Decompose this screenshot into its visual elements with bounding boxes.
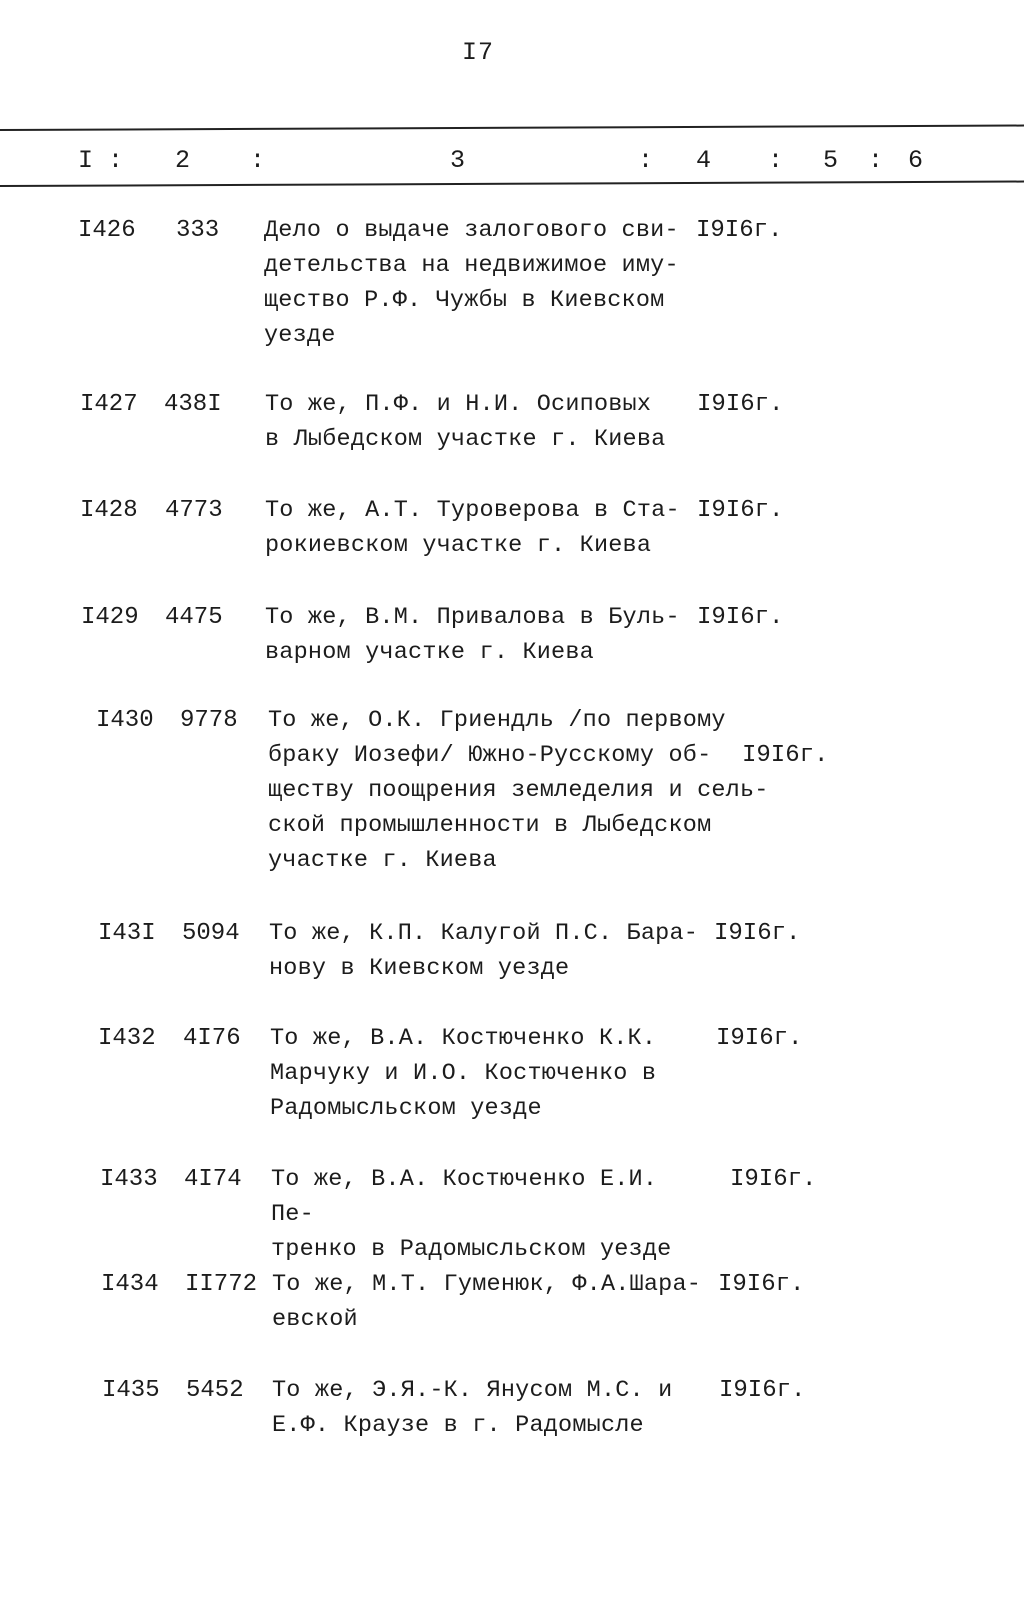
entry-year: I9I6г.: [697, 497, 784, 524]
column-header-row: [0, 146, 1024, 180]
entry-description: То же, В.А. Костюченко Е.И. Пе- тренко в Радомысльском уезде: [271, 1166, 672, 1263]
entry-description: То же, М.Т. Гуменюк, Ф.А.Шара- евской: [272, 1271, 702, 1333]
entry-description: То же, Э.Я.-К. Янусом М.С. и Е.Ф. Краузе в г. Радомысле: [272, 1377, 673, 1439]
entry-number: I430: [96, 707, 154, 734]
entry-year: I9I6г.: [697, 604, 784, 631]
column-separator: :: [768, 146, 784, 175]
header-bottom-rule: [0, 181, 1024, 187]
entry-description: То же, О.К. Гриендль /по первому браку Иозефи/ Южно-Русскому об- ществу поощрения земледелия и сель- ской промышленности в Лыбедском участке г. Киева: [268, 707, 769, 874]
entry-code: 9778: [180, 707, 238, 734]
column-header-1: I :: [78, 146, 124, 175]
entry-description: То же, В.М. Привалова в Буль- варном участке г. Киева: [265, 604, 680, 666]
entry-number: I426: [78, 217, 136, 244]
entry-number: I433: [100, 1166, 158, 1193]
entry-code: 4I76: [183, 1025, 241, 1052]
entry-code: 5452: [186, 1377, 244, 1404]
column-header-5: 5: [823, 146, 839, 175]
entry-code: 5094: [182, 920, 240, 947]
entry-description: То же, К.П. Калугой П.С. Бара- нову в Киевском уезде: [269, 920, 699, 982]
entry-code: 4I74: [184, 1166, 242, 1193]
entry-year: I9I6г.: [719, 1377, 806, 1404]
entry-description: То же, В.А. Костюченко К.К. Марчуку и И.О. Костюченко в Радомысльском уезде: [270, 1025, 657, 1122]
entry-year: I9I6г.: [716, 1025, 803, 1052]
entry-code: II772: [185, 1271, 258, 1298]
column-separator: :: [868, 146, 884, 175]
header-top-rule: [0, 125, 1024, 131]
entry-code: 438I: [164, 391, 222, 418]
page-number: I7: [462, 38, 495, 67]
entry-number: I429: [81, 604, 139, 631]
entry-year: I9I6г.: [730, 1166, 817, 1193]
entry-number: I435: [102, 1377, 160, 1404]
entry-description: Дело о выдаче залогового сви- детельства на недвижимое иму- щество Р.Ф. Чужбы в Киевском уезде: [264, 217, 679, 349]
entry-number: I43I: [98, 920, 156, 947]
entry-code: 4475: [165, 604, 223, 631]
entry-year: I9I6г.: [696, 217, 783, 244]
entry-year: I9I6г.: [714, 920, 801, 947]
entry-number: I434: [101, 1271, 159, 1298]
entry-year: I9I6г.: [742, 742, 829, 769]
entry-year: I9I6г.: [718, 1271, 805, 1298]
column-separator: :: [250, 146, 266, 175]
column-separator: :: [638, 146, 654, 175]
entry-code: 333: [176, 217, 220, 244]
column-header-4: 4: [696, 146, 712, 175]
entry-number: I427: [80, 391, 138, 418]
column-header-3: 3: [450, 146, 466, 175]
entry-number: I432: [98, 1025, 156, 1052]
entry-number: I428: [80, 497, 138, 524]
column-header-6: 6: [908, 146, 924, 175]
column-header-2: 2: [175, 146, 191, 175]
entry-year: I9I6г.: [697, 391, 784, 418]
entry-description: То же, П.Ф. и Н.И. Осиповых в Лыбедском участке г. Киева: [265, 391, 666, 453]
entry-code: 4773: [165, 497, 223, 524]
entry-description: То же, А.Т. Туроверова в Ста- рокиевском участке г. Киева: [265, 497, 680, 559]
